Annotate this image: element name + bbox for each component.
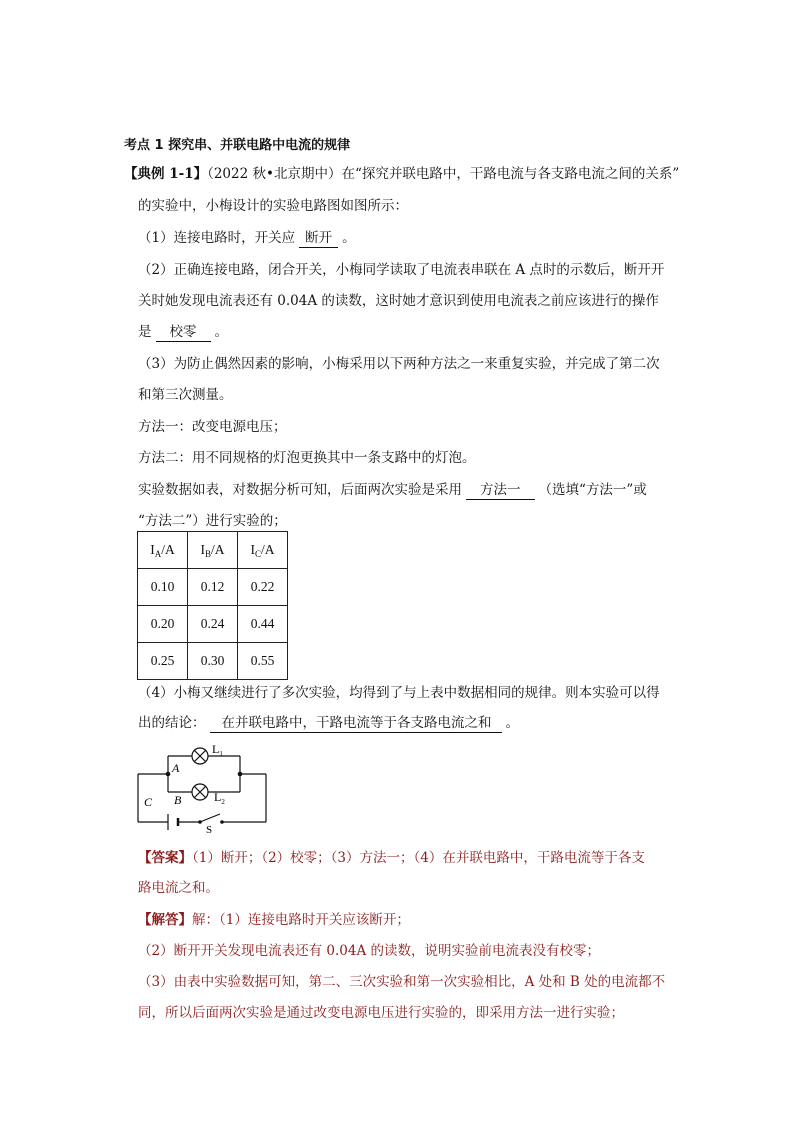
answer-text: （1）断开；（2）校零；（3）方法一；（4）在并联电路中，干路电流等于各支: [192, 850, 645, 866]
section-title: 考点 1 探究串、并联电路中电流的规律: [124, 138, 351, 153]
header-ic: $I_C/A$: [238, 532, 288, 569]
question-3-line2: 和第三次测量。: [138, 387, 233, 403]
table-cell: 0.10: [138, 569, 188, 606]
q1-prefix: （1）连接电路时，开关应: [138, 230, 296, 246]
label-a: A: [172, 761, 180, 775]
data-answer: 方法一: [466, 481, 535, 500]
switch-pivot-dot: [198, 820, 202, 824]
answer-tag: 【答案】: [138, 850, 192, 866]
method-2: 方法二：用不同规格的灯泡更换其中一条支路中的灯泡。: [138, 450, 476, 466]
header-ia: $I_A/A$: [138, 532, 188, 569]
question-3-line1: （3）为防止偶然因素的影响，小梅采用以下两种方法之一来重复实验，并完成了第二次: [138, 356, 660, 372]
circuit-diagram: [130, 742, 280, 834]
q1-suffix: 。: [342, 230, 356, 246]
table-cell: 0.44: [238, 606, 288, 643]
table-cell: 0.12: [188, 569, 238, 606]
table-header-row: [138, 532, 288, 569]
data-question-line1: [138, 481, 647, 500]
switch-contact-dot: [220, 820, 224, 824]
label-c: C: [144, 795, 153, 809]
table-row: [138, 569, 288, 606]
analysis-line3: （3）由表中实验数据可知，第二、三次实验和第一次实验相比，A 处和 B 处的电流都不: [138, 974, 666, 990]
q2-suffix: 。: [214, 324, 228, 340]
q4-suffix: 。: [505, 715, 519, 731]
table-row: [138, 606, 288, 643]
answer-line1: [138, 849, 645, 867]
q2-prefix: 是: [138, 324, 152, 340]
q2-answer: 校零: [156, 323, 211, 342]
example-source: （2022 秋•北京期中）: [207, 166, 342, 182]
analysis-text: 解：（1）连接电路时开关应该断开；: [192, 912, 410, 928]
question-4-line2: [138, 714, 519, 733]
data-question-line2: “方法二”）进行实验的；: [138, 513, 287, 529]
question-2-line2: 关时她发现电流表还有 0.04A 的读数，这时她才意识到使用电流表之前应该进行的操作: [138, 293, 659, 309]
q4-prefix: 出的结论：: [138, 715, 206, 731]
example-intro-text: 在“探究并联电路中，干路电流与各支路电流之间的关系”: [341, 166, 680, 182]
label-l1: $L_1$: [212, 742, 223, 758]
label-l2: $L_2$: [214, 790, 225, 806]
q1-answer: 断开: [299, 229, 338, 248]
question-2-line1: （2）正确连接电路，闭合开关，小梅同学读取了电流表串联在 A 点时的示数后，断开开: [138, 262, 665, 278]
method-1: 方法一：改变电源电压；: [138, 419, 287, 435]
switch-s-icon: [200, 814, 220, 822]
example-tag: 【典例 1-1】: [124, 166, 208, 182]
question-1: [138, 229, 356, 248]
analysis-tag: 【解答】: [138, 912, 192, 928]
data-suffix: （选填“方法一”或: [538, 482, 647, 498]
junction-right-dot: [238, 772, 243, 777]
table-cell: 0.24: [188, 606, 238, 643]
header-ib: $I_B/A$: [188, 532, 238, 569]
analysis-line2: （2）断开开关发现电流表还有 0.04A 的读数，说明实验前电流表没有校零；: [138, 943, 600, 959]
table-cell: 0.20: [138, 606, 188, 643]
label-s: S: [206, 824, 213, 834]
table-cell: 0.22: [238, 569, 288, 606]
analysis-line1: [138, 911, 410, 929]
data-table: [137, 531, 288, 680]
table-cell: 0.55: [238, 643, 288, 680]
data-prefix: 实验数据如表，对数据分析可知，后面两次实验是采用: [138, 482, 462, 498]
table-cell: 0.30: [188, 643, 238, 680]
question-4-line1: （4）小梅又继续进行了多次实验，均得到了与上表中数据相同的规律。则本实验可以得: [138, 685, 660, 701]
question-2-line3: [138, 323, 228, 342]
example-intro-line2: 的实验中，小梅设计的实验电路图如图所示：: [138, 198, 408, 214]
table-cell: 0.25: [138, 643, 188, 680]
answer-line2: 路电流之和。: [138, 880, 219, 896]
analysis-line4: 同，所以后面两次实验是通过改变电源电压进行实验的，即采用方法一进行实验；: [138, 1005, 624, 1021]
label-b: B: [174, 793, 182, 807]
q4-answer: 在并联电路中，干路电流等于各支路电流之和: [210, 714, 502, 733]
table-row: [138, 643, 288, 680]
junction-left-dot: [166, 772, 171, 777]
example-intro-line1: [124, 165, 679, 183]
